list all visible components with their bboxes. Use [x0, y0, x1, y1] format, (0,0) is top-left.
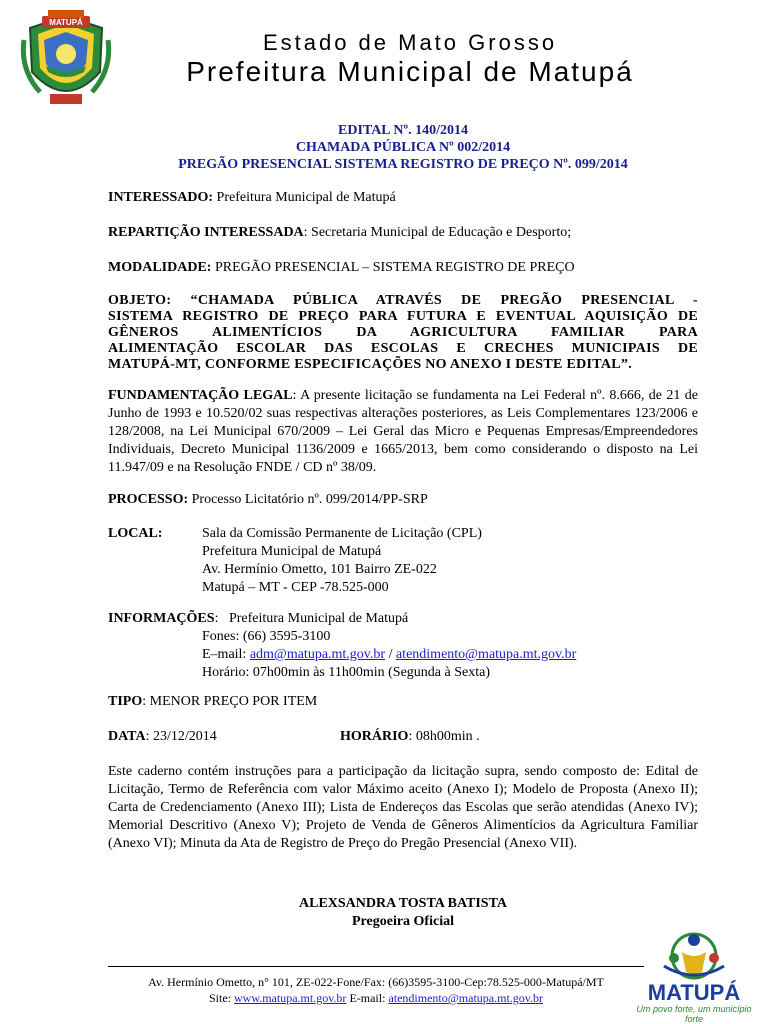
footer-email-link[interactable]: atendimento@matupa.mt.gov.br — [388, 991, 544, 1005]
local-line-4: Matupá – MT - CEP -78.525-000 — [202, 580, 389, 595]
modalidade-line — [108, 259, 698, 277]
data-horario-line — [108, 728, 698, 746]
objeto-line-1: OBJETO: “CHAMADA PÚBLICA ATRAVÉS DE PREGÃO PRESENCIAL - — [108, 293, 698, 308]
informacoes-fones: Fones: (66) 3595-3100 — [202, 629, 331, 644]
caderno-paragraph: Este caderno contém instruções para a participação da licitação supra, sendo composto de: Edital de Licitação, Termo de Referência com valor Máximo aceito (Anexo I); Modelo de Proposta (Anexo II); Carta de Credenciamento (Anexo III); Lista de Endereços das Escolas que serão atendidas (Anexo IV); Memorial Descritivo (Anexo V); Projeto de Venda de Gêneros Alimentícios da Agricultura Familiar (Anexo VI); Minuta da Ata de Registro de Preço do Pregão Presencial (Anexo VII). — [108, 764, 698, 851]
objeto-line-4: ALIMENTAÇÃO ESCOLAR DAS ESCOLAS E CRECHES MUNICIPAIS DE — [108, 341, 698, 356]
email-separator: / — [385, 647, 396, 662]
informacoes-first: : Prefeitura Municipal de Matupá — [214, 611, 409, 626]
reparticao-label: REPARTIÇÃO INTERESSADA — [108, 225, 304, 240]
site-link[interactable]: www.matupa.mt.gov.br — [234, 991, 347, 1005]
crest-label: MATUPÁ — [49, 18, 83, 27]
signature-role: Pregoeira Oficial — [352, 914, 454, 929]
processo-line — [108, 491, 698, 509]
fundamentacao-label: FUNDAMENTAÇÃO LEGAL — [108, 388, 293, 403]
reparticao-line — [108, 224, 698, 242]
informacoes-horario: Horário: 07h00min às 11h00min (Segunda à Sexta) — [202, 665, 490, 680]
local-block — [108, 525, 698, 597]
state-heading: Estado de Mato Grosso — [262, 30, 558, 55]
objeto-block — [108, 293, 698, 373]
local-line-2: Prefeitura Municipal de Matupá — [202, 544, 382, 559]
tipo-value: : MENOR PREÇO POR ITEM — [142, 694, 318, 709]
fundamentacao-value: : A presente licitação se fundamenta na Lei Federal nº. 8.666, de 21 de Junho de 1993 e 10.520/02 suas respectivas alterações posteriores, as Leis Complementares 123/2006 e 128/2008, na Lei Municipal 670/2009 – Lei Geral das Micro e Pequenas Empresas/Empreendedores Individuais, Decreto Municipal 1136/2009 e 1665/2013, bem como considerando o disposto na Lei 11.947/09 e na Resolução FNDE / CD nº 38/09. — [108, 388, 698, 475]
logo-slogan: Um povo forte, um município forte — [636, 1004, 752, 1024]
objeto-line-3: GÊNEROS ALIMENTÍCIOS DA AGRICULTURA FAMILIAR PARA — [108, 325, 698, 340]
logo-word: MATUPÁ — [647, 980, 741, 1005]
modalidade-label: MODALIDADE: — [108, 260, 212, 275]
processo-label: PROCESSO: — [108, 492, 189, 507]
fundamentacao-paragraph — [108, 387, 698, 477]
edital-titles — [108, 122, 698, 173]
horario-value: : 08h00min . — [408, 729, 480, 744]
horario-label: HORÁRIO — [340, 729, 409, 744]
tipo-line — [108, 693, 698, 711]
reparticao-value: : Secretaria Municipal de Educação e Desporto; — [303, 225, 572, 240]
local-line-3: Av. Hermínio Ometto, 101 Bairro ZE-022 — [202, 562, 437, 577]
edital-number: EDITAL Nº. 140/2014 — [338, 123, 468, 138]
pregao-number: PREGÃO PRESENCIAL SISTEMA REGISTRO DE PREÇO Nº. 099/2014 — [178, 157, 628, 172]
informacoes-email-line — [108, 646, 698, 664]
interessado-line — [108, 189, 698, 207]
processo-value: Processo Licitatório nº. 099/2014/PP-SRP — [188, 492, 428, 507]
email-prefix: E–mail: — [202, 647, 250, 662]
matupa-logo — [634, 930, 754, 1024]
email-atendimento-link[interactable]: atendimento@matupa.mt.gov.br — [395, 647, 577, 662]
signature-block — [108, 895, 698, 931]
data-label: DATA — [108, 729, 146, 744]
footer-divider — [108, 966, 644, 967]
modalidade-value: PREGÃO PRESENCIAL – SISTEMA REGISTRO DE PREÇO — [211, 260, 575, 275]
municipal-crest — [20, 10, 112, 112]
informacoes-block — [108, 610, 698, 682]
city-heading: Prefeitura Municipal de Matupá — [186, 56, 634, 87]
interessado-label: INTERESSADO: — [108, 190, 214, 205]
signature-name: ALEXSANDRA TOSTA BATISTA — [299, 896, 507, 911]
objeto-line-5: MATUPÁ-MT, CONFORME ESPECIFICAÇÕES NO ANEXO I DESTE EDITAL”. — [108, 357, 632, 372]
footer-text — [108, 974, 644, 1006]
footer-address: Av. Hermínio Ometto, n° 101, ZE-022-Fone/Fax: (66)3595-3100-Cep:78.525-000-Matupá/MT — [148, 975, 604, 989]
objeto-line-2: SISTEMA REGISTRO DE PREÇO PARA FUTURA E EVENTUAL AQUISIÇÃO DE — [108, 309, 698, 324]
informacoes-label: INFORMAÇÕES — [108, 611, 215, 626]
footer-email-label: E-mail: — [346, 991, 389, 1005]
email-adm-link[interactable]: adm@matupa.mt.gov.br — [249, 647, 386, 662]
footer-contact — [108, 990, 644, 1006]
data-value: : 23/12/2014 — [145, 729, 217, 744]
site-label: Site: — [208, 991, 234, 1005]
local-label: LOCAL: — [108, 526, 163, 541]
interessado-value: Prefeitura Municipal de Matupá — [213, 190, 396, 205]
tipo-label: TIPO — [108, 694, 143, 709]
local-line-1: Sala da Comissão Permanente de Licitação (CPL) — [202, 526, 482, 541]
chamada-number: CHAMADA PÚBLICA Nº 002/2014 — [295, 140, 511, 155]
